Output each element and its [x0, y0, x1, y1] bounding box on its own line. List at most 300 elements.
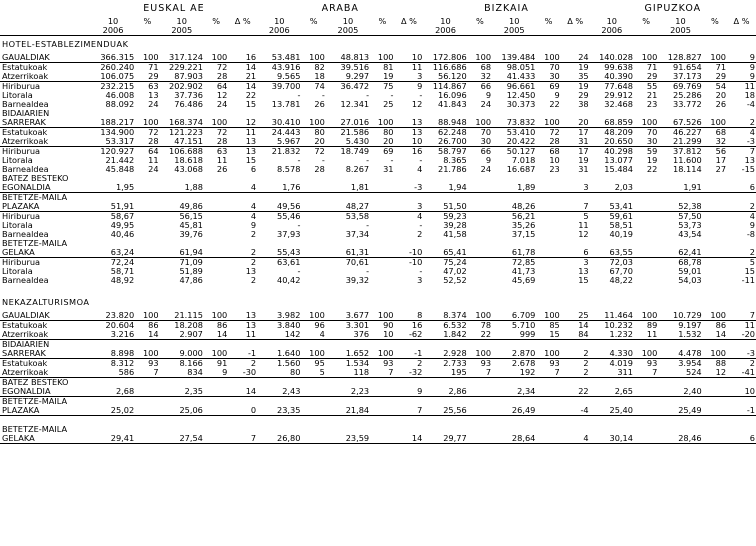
table-cell: 24 [148, 165, 159, 174]
table-cell: 1,95 [91, 183, 135, 193]
table-cell: 13 [245, 320, 257, 330]
table-cell: 4 [250, 211, 257, 221]
table-cell: 4 [749, 127, 755, 137]
table-cell: 93 [148, 358, 159, 368]
table-cell: 6.532 [443, 320, 467, 330]
table-row [0, 349, 756, 359]
table-cell [204, 174, 228, 183]
table-cell [228, 174, 257, 183]
table-cell: 13 [395, 118, 424, 128]
table-cell: 63,55 [590, 248, 634, 258]
table-row [0, 267, 756, 276]
table-cell: 4.019 [609, 358, 633, 368]
table-cell: 51,89 [179, 267, 203, 276]
table-cell: - [297, 156, 301, 165]
table-row [0, 248, 756, 258]
table-cell: 12 [228, 118, 257, 128]
table-row [0, 416, 756, 426]
table-cell: 4.330 [590, 349, 634, 359]
table-cell: 586 [91, 368, 135, 378]
table-cell: 75 [383, 81, 394, 91]
table-cell: 3.954 [678, 358, 702, 368]
table-cell [91, 416, 135, 426]
table-cell [634, 230, 658, 239]
table-cell: 48,26 [492, 202, 536, 212]
table-cell: 17 [578, 146, 589, 156]
table-cell: 78 [480, 320, 492, 330]
table-cell: 311 [590, 368, 634, 378]
table-cell [658, 193, 702, 203]
table-cell [204, 276, 228, 285]
table-cell: 9 [749, 221, 755, 230]
table-cell [135, 434, 159, 444]
table-cell: 72,24 [110, 257, 135, 267]
table-cell [703, 416, 727, 426]
table-cell [658, 340, 702, 350]
table-cell [634, 425, 658, 434]
table-cell [301, 406, 325, 416]
table-cell: 69.769 [673, 81, 702, 91]
table-cell [658, 425, 702, 434]
table-cell: 9 [485, 91, 492, 100]
table-cell [727, 378, 756, 388]
table-cell [590, 285, 634, 294]
table-cell [703, 239, 727, 248]
table-cell [492, 285, 536, 294]
table-cell: 96.661 [506, 81, 536, 91]
row-label [0, 285, 91, 294]
table-cell [91, 397, 135, 407]
table-cell: 114.867 [432, 81, 467, 91]
table-row [0, 174, 756, 183]
table-cell: 524 [658, 368, 702, 378]
table-cell: 18.618 [174, 156, 203, 165]
table-cell: 63,24 [91, 248, 135, 258]
table-cell: 5.967 [257, 137, 301, 147]
table-cell: 40,46 [110, 230, 135, 239]
table-cell: 59,23 [443, 211, 467, 221]
table-cell: 15 [536, 330, 560, 340]
table-cell: 2,65 [590, 387, 634, 397]
table-cell [257, 285, 301, 294]
table-row [0, 276, 756, 285]
table-cell: 72 [314, 146, 325, 156]
table-cell: 100 [135, 311, 159, 321]
table-cell [204, 406, 228, 416]
table-cell: 13 [228, 311, 257, 321]
row-label: Litorala [2, 267, 33, 276]
table-cell [301, 174, 325, 183]
table-cell: - [366, 91, 370, 100]
table-cell: 21.786 [438, 165, 467, 174]
table-cell [423, 416, 467, 426]
table-cell: 9 [554, 91, 560, 100]
table-cell: -1 [395, 349, 424, 359]
table-row [0, 359, 756, 369]
table-cell [536, 378, 560, 388]
column-header [135, 26, 159, 36]
table-cell: 6.709 [492, 311, 536, 321]
table-row [0, 183, 756, 193]
table-cell [301, 340, 325, 350]
table-cell [160, 340, 204, 350]
table-cell: 100 [536, 53, 560, 63]
table-cell: 11 [634, 330, 658, 340]
table-cell [204, 434, 228, 444]
table-cell: 100 [135, 349, 159, 359]
column-header [561, 26, 590, 36]
table-cell [703, 212, 727, 222]
table-cell [468, 193, 492, 203]
table-cell: 91 [216, 358, 228, 368]
table-cell [301, 221, 325, 230]
column-header: 2006 [423, 26, 467, 36]
table-cell: -3 [727, 137, 756, 147]
table-cell: 4 [749, 211, 755, 221]
column-header: % [212, 17, 220, 26]
table-row [0, 230, 756, 239]
table-cell: 61,31 [326, 248, 370, 258]
table-cell: 25,49 [658, 406, 702, 416]
table-cell: 40.298 [604, 146, 633, 156]
row-label: Hiriburua [2, 257, 41, 267]
row-label: SARRERAK [0, 349, 91, 359]
table-cell: 100 [703, 311, 727, 321]
table-cell: 22 [468, 330, 492, 340]
table-cell [228, 378, 257, 388]
table-cell: 1,76 [257, 183, 301, 193]
table-cell: 1.232 [590, 330, 634, 340]
table-cell [634, 193, 658, 203]
table-cell [301, 425, 325, 434]
table-row [0, 109, 756, 118]
table-cell [492, 193, 536, 203]
table-cell: 66 [480, 146, 492, 156]
table-cell: 100 [703, 349, 727, 359]
table-cell [370, 174, 394, 183]
table-cell [468, 434, 492, 444]
table-cell: 28,46 [658, 434, 702, 444]
table-cell: 63,61 [276, 257, 301, 267]
row-label: Atzerrikoak [0, 368, 91, 378]
table-cell: 188.217 [91, 118, 135, 128]
table-cell [468, 285, 492, 294]
table-cell [590, 378, 634, 388]
table-cell: 76.486 [174, 100, 203, 109]
table-cell: -1 [727, 406, 756, 416]
table-cell: 2.678 [511, 358, 536, 368]
table-cell [423, 193, 467, 203]
table-cell [536, 174, 560, 183]
row-label: BETETZE-MAILA [2, 192, 68, 202]
table-cell: 2,68 [91, 387, 135, 397]
table-cell: 82 [314, 62, 325, 72]
table-cell: 100 [135, 53, 159, 63]
table-cell: 93 [646, 358, 658, 368]
table-cell: 24.443 [271, 127, 301, 137]
column-header [703, 26, 727, 36]
table-cell [257, 109, 301, 118]
table-cell: 26 [715, 100, 727, 109]
table-cell: 12.341 [340, 100, 370, 109]
table-cell: 25,02 [91, 406, 135, 416]
table-cell: 9.197 [678, 320, 702, 330]
table-cell [468, 248, 492, 258]
table-cell [395, 397, 424, 407]
table-row [0, 368, 756, 378]
table-cell: 12 [411, 100, 423, 109]
table-cell: 100 [370, 311, 394, 321]
table-cell: 39,28 [443, 221, 467, 230]
table-cell [370, 267, 394, 276]
table-cell: 834 [160, 368, 204, 378]
table-cell: 106.075 [91, 72, 135, 82]
table-cell: 91.654 [673, 62, 702, 72]
table-cell: 21.586 [340, 127, 370, 137]
table-cell [204, 193, 228, 203]
table-cell [135, 397, 159, 407]
table-cell [204, 183, 228, 193]
table-cell: 19 [578, 81, 589, 91]
table-cell [91, 193, 135, 203]
table-cell: 2,86 [423, 387, 467, 397]
table-cell: 58.797 [438, 146, 467, 156]
table-cell: 4.478 [658, 349, 702, 359]
table-cell: 35,26 [511, 221, 536, 230]
row-label: GAUALDIAK [0, 53, 91, 63]
table-cell [536, 212, 560, 222]
table-cell [228, 340, 257, 350]
table-cell: 11 [578, 221, 589, 230]
table-cell: 31 [561, 137, 590, 147]
table-cell: 14 [395, 434, 424, 444]
table-cell [727, 193, 756, 203]
table-cell: 9.297 [326, 72, 370, 82]
table-cell: 16 [411, 320, 423, 330]
table-cell [468, 267, 492, 276]
table-cell: 100 [536, 311, 560, 321]
table-cell: 14 [245, 81, 257, 91]
column-header: 2005 [326, 26, 370, 36]
column-header: 10 [675, 17, 686, 26]
table-cell: 37.812 [673, 146, 702, 156]
table-cell: 2.928 [423, 349, 467, 359]
table-cell: 2.733 [443, 358, 467, 368]
table-cell [160, 378, 204, 388]
table-cell: 18.749 [340, 146, 370, 156]
table-cell [590, 397, 634, 407]
table-cell [370, 212, 394, 222]
table-cell [228, 193, 257, 203]
table-cell: 72 [216, 62, 228, 72]
table-cell [561, 239, 590, 248]
table-cell: 100 [301, 53, 325, 63]
table-cell [135, 248, 159, 258]
table-cell: 61,78 [492, 248, 536, 258]
row-label: HOTEL-ESTABLEZIMENDUAK [2, 39, 129, 49]
table-cell: 24 [216, 100, 228, 109]
table-cell: 71,09 [179, 257, 203, 267]
table-cell: -3 [727, 349, 756, 359]
table-cell: 2,35 [160, 387, 204, 397]
table-cell: 61,94 [160, 248, 204, 258]
table-cell [301, 239, 325, 248]
row-label: BETETZE-MAILA [2, 425, 68, 434]
table-cell: 2,43 [257, 387, 301, 397]
table-cell [257, 378, 301, 388]
table-cell [204, 239, 228, 248]
table-cell: 11 [228, 330, 257, 340]
column-header: % [475, 17, 484, 26]
table-cell: 1.532 [658, 330, 702, 340]
table-cell: -8 [746, 230, 755, 239]
table-cell: 9 [395, 387, 424, 397]
table-cell: 69 [549, 81, 560, 91]
table-cell: 26,80 [257, 434, 301, 444]
row-label: Hiriburua [2, 211, 41, 221]
table-cell: 90 [383, 320, 394, 330]
table-cell: 58,67 [110, 211, 135, 221]
table-cell: 128.827 [658, 53, 702, 63]
column-header [370, 26, 394, 36]
table-cell: 3 [417, 276, 423, 285]
table-cell: 58,51 [609, 221, 633, 230]
table-cell: 20 [370, 137, 394, 147]
table-cell: 45,81 [179, 221, 203, 230]
table-cell [590, 174, 634, 183]
table-row [0, 128, 756, 138]
table-cell: -4 [561, 406, 590, 416]
table-cell [727, 425, 756, 434]
table-cell [204, 109, 228, 118]
table-row [0, 165, 756, 174]
table-cell: 30.373 [506, 100, 536, 109]
table-cell: 48,92 [110, 276, 135, 285]
table-cell [703, 276, 727, 285]
table-cell: 48.209 [604, 127, 633, 137]
table-cell: 100 [468, 53, 492, 63]
table-cell: 55 [646, 81, 658, 91]
column-header: % [143, 17, 152, 26]
table-cell: 9 [485, 156, 492, 165]
table-cell: 30 [634, 137, 658, 147]
table-cell: 4 [301, 330, 325, 340]
table-cell [703, 387, 727, 397]
table-cell: 1,94 [423, 183, 467, 193]
table-cell: 8.578 [276, 165, 301, 174]
table-cell: 10 [395, 137, 424, 147]
table-cell: 13 [228, 137, 257, 147]
table-cell: 29,41 [91, 434, 135, 444]
table-cell [468, 406, 492, 416]
table-cell: 20.650 [590, 137, 634, 147]
row-label: Hiriburua [2, 146, 41, 156]
column-header: 10 [107, 17, 119, 26]
table-cell: 51,91 [91, 202, 135, 212]
table-cell: 95 [314, 358, 325, 368]
table-cell [468, 340, 492, 350]
table-cell: 73.832 [492, 118, 536, 128]
table-cell [658, 397, 702, 407]
table-cell: 55,46 [276, 211, 301, 221]
table-cell [257, 174, 301, 183]
table-row [0, 63, 756, 73]
column-header [204, 26, 228, 36]
table-row [0, 330, 756, 340]
table-cell: 6 [727, 183, 756, 193]
table-cell: 20 [561, 118, 590, 128]
column-header: 10 [342, 17, 354, 26]
table-row [0, 202, 756, 212]
table-cell: 27,54 [160, 434, 204, 444]
table-row [0, 387, 756, 397]
table-cell: 7 [395, 406, 424, 416]
table-cell: 27 [715, 165, 727, 174]
table-cell [91, 285, 135, 294]
column-header [395, 26, 424, 36]
table-cell: 7 [370, 368, 394, 378]
table-cell [135, 258, 159, 268]
table-cell [204, 425, 228, 434]
table-row [0, 294, 756, 311]
table-cell [703, 221, 727, 230]
table-cell: 16.687 [506, 165, 536, 174]
table-cell [590, 425, 634, 434]
column-header: % [309, 17, 318, 26]
table-cell [326, 378, 370, 388]
table-cell: 3.216 [91, 330, 135, 340]
table-cell [326, 416, 370, 426]
table-cell: 100 [536, 349, 560, 359]
table-cell: 0 [228, 406, 257, 416]
region-euskal-ae: EUSKAL AE [143, 3, 205, 14]
table-cell: 7 [561, 202, 590, 212]
table-cell [257, 397, 301, 407]
table-cell: 43.068 [174, 165, 203, 174]
table-cell [370, 416, 394, 426]
table-cell: 37.173 [658, 72, 702, 82]
table-cell: 51,50 [423, 202, 467, 212]
row-label: Atzerrikoak [0, 330, 91, 340]
table-cell [492, 397, 536, 407]
table-cell: 13 [744, 156, 755, 165]
table-cell: 2.907 [160, 330, 204, 340]
table-cell [301, 202, 325, 212]
table-cell: 10 [727, 387, 756, 397]
header-empty [0, 17, 91, 26]
table-cell: 22 [549, 100, 560, 109]
table-cell [228, 285, 257, 294]
table-cell: 4 [561, 434, 590, 444]
table-cell: 229.221 [169, 62, 203, 72]
table-cell: 49,95 [110, 221, 135, 230]
column-header: 2005 [658, 26, 702, 36]
table-cell: 9 [250, 221, 257, 230]
table-cell [370, 406, 394, 416]
table-cell: 70,61 [345, 257, 370, 267]
table-cell [561, 416, 590, 426]
table-cell [536, 109, 560, 118]
table-cell: 46.008 [105, 91, 135, 100]
table-cell [301, 183, 325, 193]
table-cell [257, 340, 301, 350]
table-cell [492, 109, 536, 118]
table-cell [468, 239, 492, 248]
table-cell: 47.151 [160, 137, 204, 147]
table-cell: 29 [578, 91, 589, 100]
table-cell [301, 416, 325, 426]
table-cell: 317.124 [160, 53, 204, 63]
